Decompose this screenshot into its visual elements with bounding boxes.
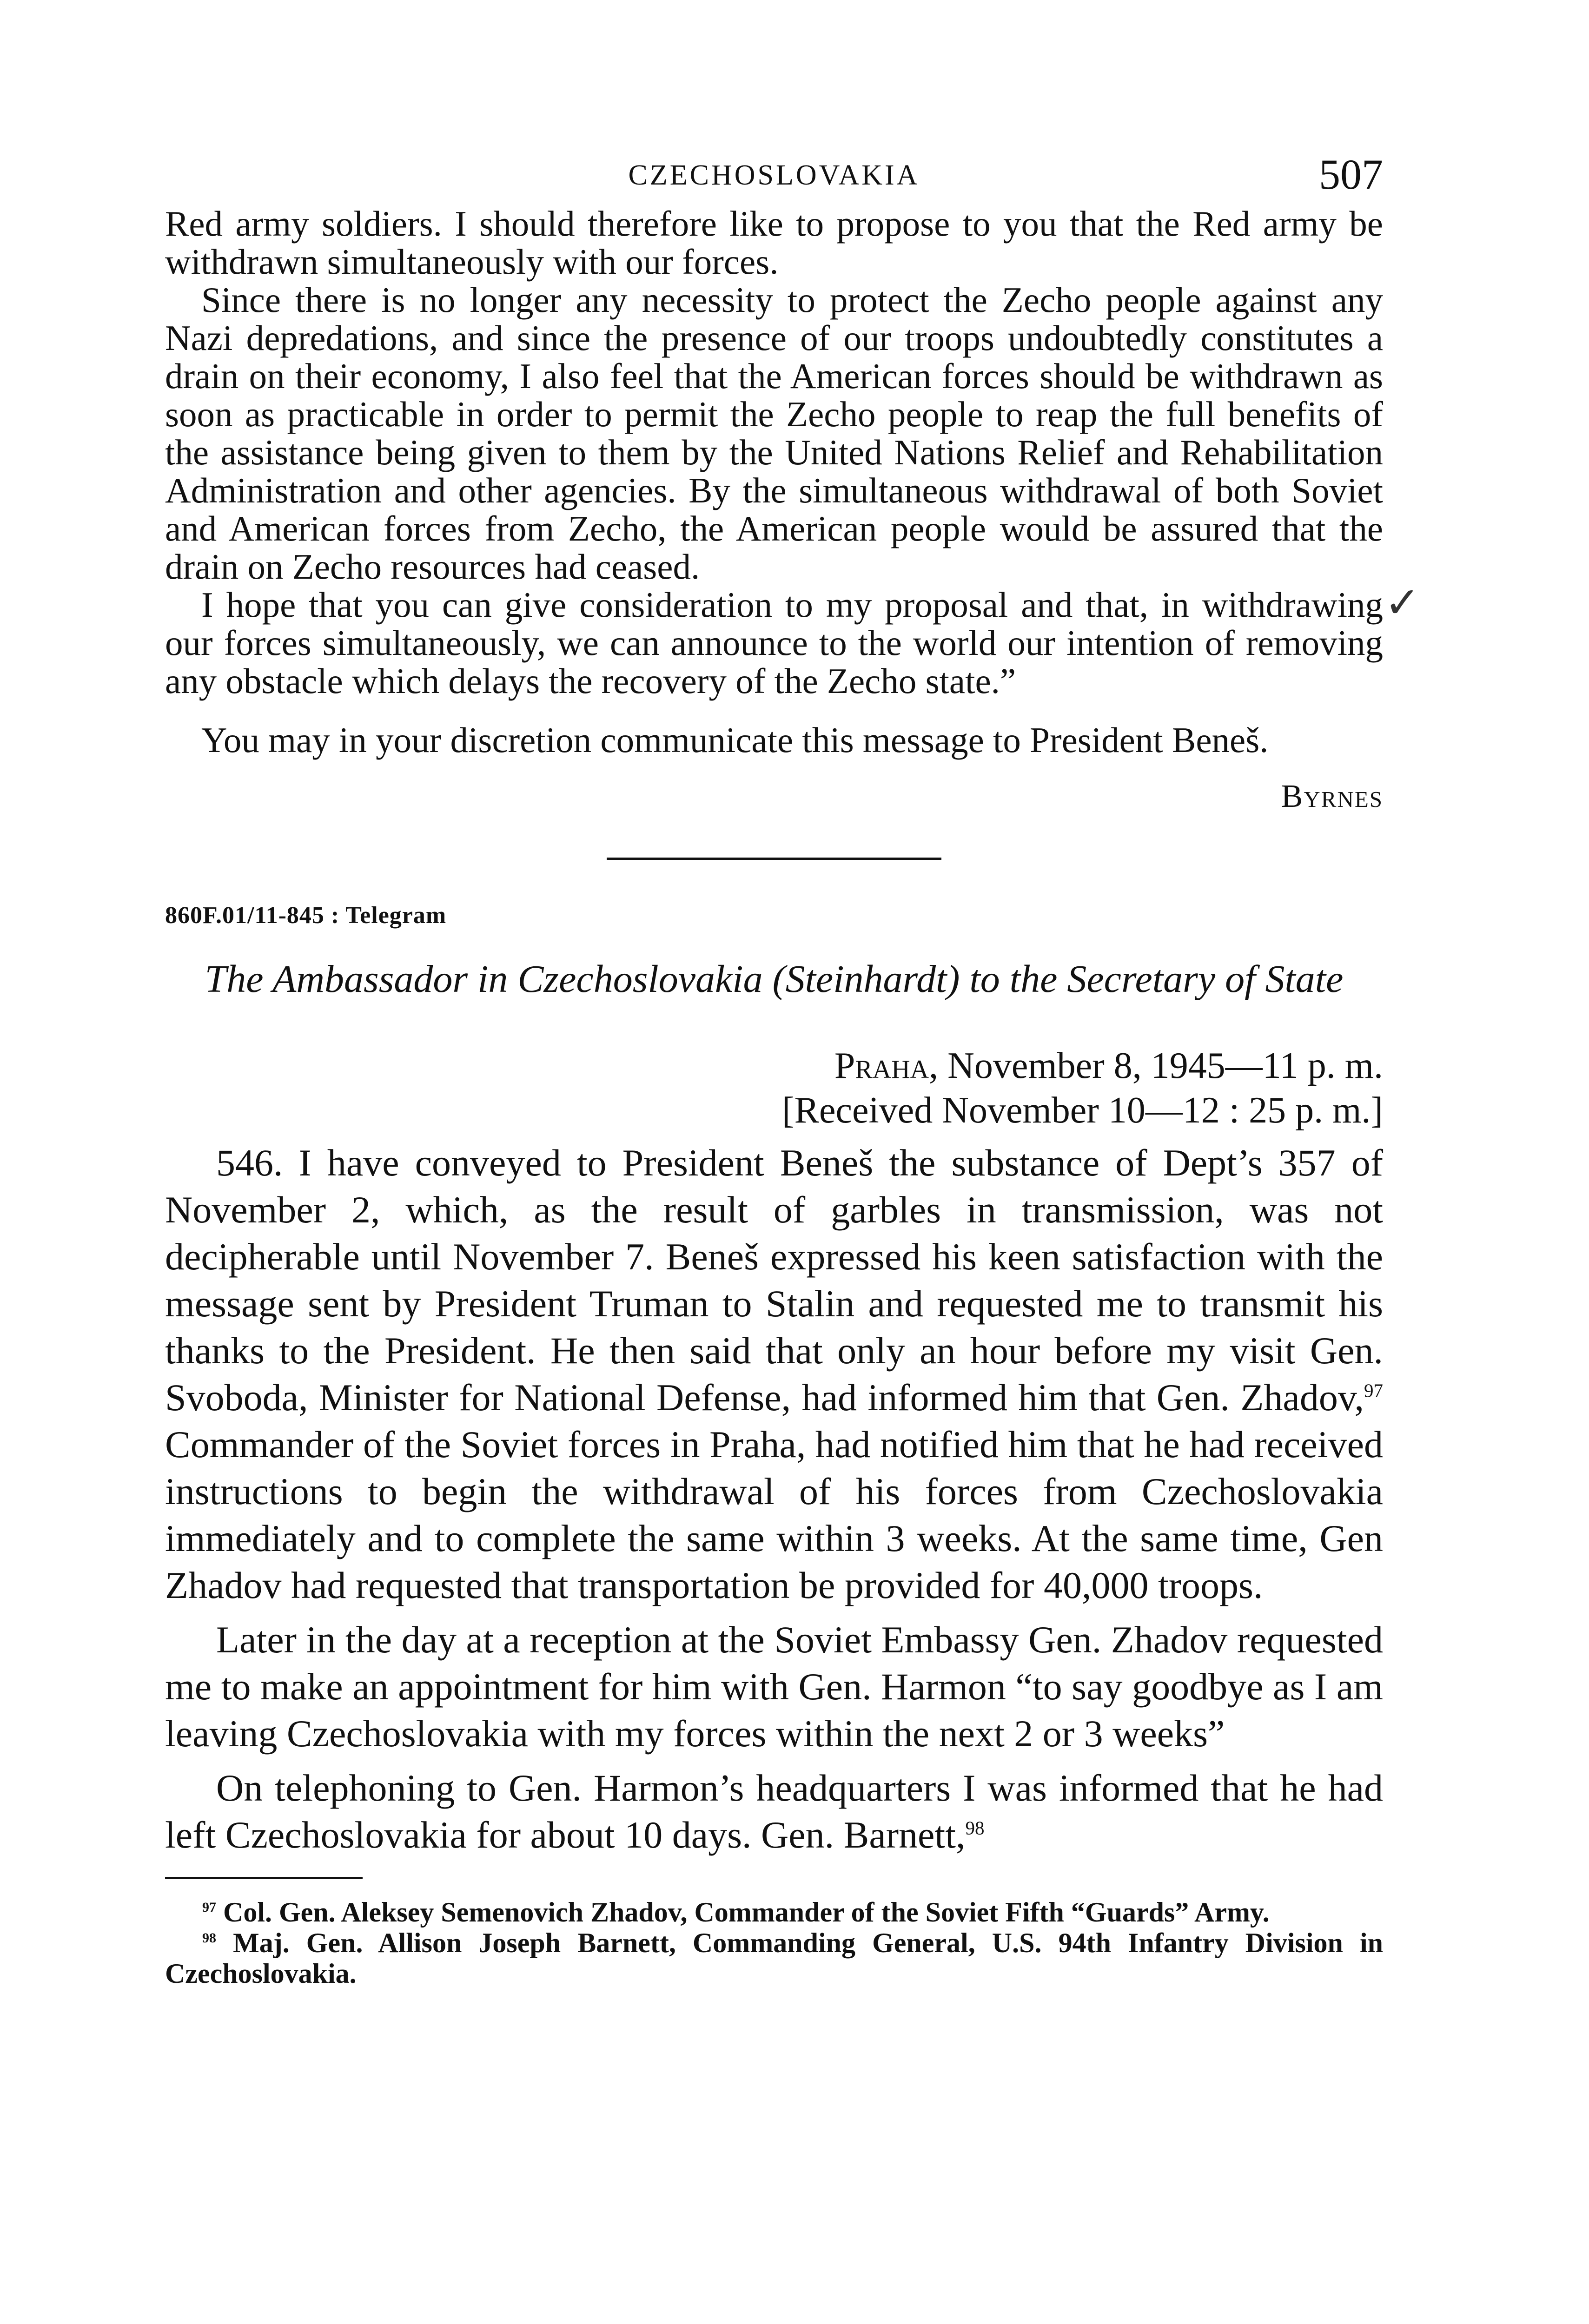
- telegram-paragraph-1: [165, 1139, 1383, 1609]
- message-paragraph-3: I hope that you can give consideration to my proposal and that, in withdrawing our forces simultaneously, we can announce to the world our intention of removing any obstacle which delays the recovery of the Zecho state.”: [165, 585, 1383, 701]
- footnotes: [165, 1897, 1383, 1989]
- footnote-rule: [165, 1877, 363, 1879]
- footnote-ref-97[interactable]: 97: [1364, 1380, 1383, 1401]
- running-head: [165, 153, 1383, 205]
- continued-message: [165, 204, 1420, 816]
- telegram-paragraph-1-text: 546. I have conveyed to President Beneš the substance of Dept’s 357 of November 2, which, as the result of garbles in transmission, was not decipherable until November 7. Beneš expressed his keen satisfaction with the message sent by President Truman to Stalin and requested me to transmit his thanks to the President. He then said that only an hour before my visit Gen. Svoboda, Minister for National Defense, had informed him that Gen. Zhadov,: [165, 1142, 1383, 1419]
- signature: Byrnes: [1281, 779, 1383, 814]
- footnote-text: Col. Gen. Aleksey Semenovich Zhadov, Commander of the Soviet Fifth “Guards” Army.: [216, 1897, 1270, 1928]
- document-heading: The Ambassador in Czechoslovakia (Steinhardt) to the Secretary of State: [205, 957, 1344, 1001]
- document-page: [165, 151, 1420, 1989]
- footnote-97: [165, 1897, 1383, 1928]
- document-file-id: 860F.01/11-845 : Telegram: [165, 902, 447, 929]
- running-head-title: CZECHOSLOVAKIA: [628, 159, 920, 191]
- message-paragraph-4: You may in your discretion communicate this message to President Beneš.: [201, 720, 1269, 760]
- telegram-paragraph-3: [165, 1764, 1383, 1858]
- check-mark-icon: ✓: [1384, 579, 1420, 627]
- telegram-paragraph-2: Later in the day at a reception at the Soviet Embassy Gen. Zhadov requested me to make an appointment for him with Gen. Harmon “to say goodbye as I am leaving Czechoslovakia with my forces within the next 2 or 3 weeks”: [165, 1618, 1383, 1755]
- page-number: 507: [1319, 151, 1383, 198]
- footnote-number: 97: [202, 1900, 216, 1915]
- message-paragraph-1: Red army soldiers. I should therefore like to propose to you that the Red army be withdrawn simultaneously with our forces.: [165, 204, 1383, 282]
- footnote-ref-98[interactable]: 98: [965, 1817, 985, 1839]
- date-line: , November 8, 1945—11 p. m.: [929, 1045, 1383, 1086]
- message-paragraph-3-wrapper: [165, 579, 1420, 701]
- place-name: Praha: [834, 1045, 929, 1086]
- message-paragraph-2: Since there is no longer any necessity to protect the Zecho people against any Nazi depredations, and since the presence of our troops undoubtedly constitutes a drain on their economy, I also feel that the American forces should be withdrawn as soon as practicable in order to permit the Zecho people to reap the full benefits of the assistance being given to them by the United Nations Relief and Rehabilitation Administration and other agencies. By the simultaneous withdrawal of both Soviet and American forces from Zecho, the American people would be assured that the drain on Zecho resources had ceased.: [165, 280, 1383, 587]
- footnote-98: [165, 1928, 1383, 1989]
- footnote-number: 98: [202, 1930, 216, 1946]
- telegram-paragraph-1-cont: Commander of the Soviet forces in Praha, had notified him that he had received instructions to begin the withdrawal of his forces from Czechoslovakia immediately and to complete the same within 3 weeks. At the same time, Gen Zhadov had requested that transportation be provided for 40,000 troops.: [165, 1423, 1383, 1606]
- telegram-body: [165, 1139, 1383, 1858]
- footnote-text: Maj. Gen. Allison Joseph Barnett, Commanding General, U.S. 94th Infantry Division in Czechoslovakia.: [165, 1928, 1383, 1989]
- place-date-line: [165, 1043, 1383, 1088]
- section-divider: [607, 858, 941, 860]
- telegram-paragraph-3-text: On telephoning to Gen. Harmon’s headquarters I was informed that he had left Czechoslovakia for about 10 days. Gen. Barnett,: [165, 1767, 1383, 1856]
- received-line: [Received November 10—12 : 25 p. m.]: [781, 1090, 1383, 1131]
